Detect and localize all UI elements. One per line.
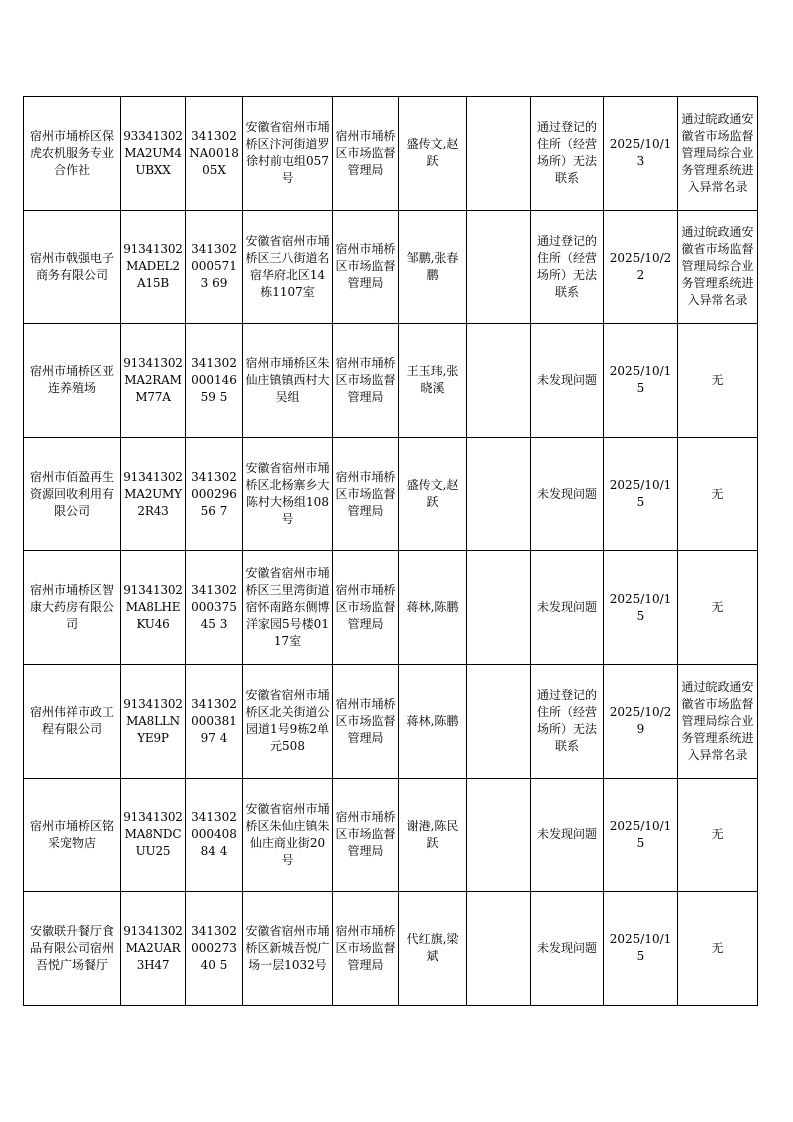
table-row (24, 551, 758, 665)
address-cell: 安徽省宿州市埇桥区新城吾悦广场一层1032号 (243, 892, 333, 1006)
inspection-date-cell: 2025/10/13 (604, 97, 678, 211)
empty-cell (467, 551, 531, 665)
table-row (24, 892, 758, 1006)
authority-cell: 宿州市埇桥区市场监督管理局 (333, 551, 399, 665)
inspection-date-cell: 2025/10/15 (604, 892, 678, 1006)
handling-cell: 通过皖政通安徽省市场监督管理局综合业务管理系统进入异常名录 (678, 664, 758, 778)
authority-cell: 宿州市埇桥区市场监督管理局 (333, 324, 399, 438)
inspection-result-cell: 未发现问题 (531, 437, 604, 551)
authority-cell: 宿州市埇桥区市场监督管理局 (333, 97, 399, 211)
empty-cell (467, 664, 531, 778)
company-name-cell: 安徽联升餐厅食品有限公司宿州吾悦广场餐厅 (24, 892, 121, 1006)
inspection-date-cell: 2025/10/15 (604, 324, 678, 438)
inspectors-cell: 蒋林,陈鹏 (399, 664, 467, 778)
empty-cell (467, 324, 531, 438)
company-name-cell: 宿州伟祥市政工程有限公司 (24, 664, 121, 778)
inspection-date-cell: 2025/10/15 (604, 778, 678, 892)
inspection-result-cell: 未发现问题 (531, 551, 604, 665)
credit-code-cell: 91341302MA2UMY2R43 (121, 437, 186, 551)
authority-cell: 宿州市埇桥区市场监督管理局 (333, 437, 399, 551)
credit-code-cell: 91341302MA2RAMM77A (121, 324, 186, 438)
empty-cell (467, 892, 531, 1006)
inspectors-cell: 代红旗,梁斌 (399, 892, 467, 1006)
registration-number-cell: 34130200040884 4 (186, 778, 243, 892)
handling-cell: 通过皖政通安徽省市场监督管理局综合业务管理系统进入异常名录 (678, 97, 758, 211)
inspection-result-cell: 通过登记的住所（经营场所）无法联系 (531, 664, 604, 778)
address-cell: 安徽省宿州市埇桥区北关街道公园道1号9栋2单元508 (243, 664, 333, 778)
inspectors-cell: 谢港,陈民跃 (399, 778, 467, 892)
table-row (24, 778, 758, 892)
table-row (24, 97, 758, 211)
credit-code-cell: 91341302MADEL2A15B (121, 210, 186, 324)
company-name-cell: 宿州市埇桥区保虎农机服务专业合作社 (24, 97, 121, 211)
address-cell: 安徽省宿州市埇桥区三八街道名宿华府北区14栋1107室 (243, 210, 333, 324)
inspection-date-cell: 2025/10/15 (604, 437, 678, 551)
table-body (24, 97, 758, 1006)
handling-cell: 无 (678, 324, 758, 438)
inspection-result-cell: 未发现问题 (531, 324, 604, 438)
company-name-cell: 宿州市佰盈再生资源回收利用有限公司 (24, 437, 121, 551)
inspection-result-cell: 通过登记的住所（经营场所）无法联系 (531, 210, 604, 324)
authority-cell: 宿州市埇桥区市场监督管理局 (333, 210, 399, 324)
registration-number-cell: 34130200037545 3 (186, 551, 243, 665)
registration-number-cell: 34130200027340 5 (186, 892, 243, 1006)
handling-cell: 通过皖政通安徽省市场监督管理局综合业务管理系统进入异常名录 (678, 210, 758, 324)
credit-code-cell: 91341302MA2UAR3H47 (121, 892, 186, 1006)
credit-code-cell: 93341302MA2UM4UBXX (121, 97, 186, 211)
authority-cell: 宿州市埇桥区市场监督管理局 (333, 778, 399, 892)
company-name-cell: 宿州市戟强电子商务有限公司 (24, 210, 121, 324)
table-row (24, 437, 758, 551)
authority-cell: 宿州市埇桥区市场监督管理局 (333, 664, 399, 778)
address-cell: 安徽省宿州市埇桥区三里湾街道宿怀南路东侧博洋家园5号楼0117室 (243, 551, 333, 665)
company-name-cell: 宿州市埇桥区智康大药房有限公司 (24, 551, 121, 665)
table-row (24, 664, 758, 778)
credit-code-cell: 91341302MA8LLNYE9P (121, 664, 186, 778)
inspectors-cell: 蒋林,陈鹏 (399, 551, 467, 665)
company-name-cell: 宿州市埇桥区亚连养殖场 (24, 324, 121, 438)
table-row (24, 324, 758, 438)
table-row (24, 210, 758, 324)
handling-cell: 无 (678, 437, 758, 551)
inspection-result-cell: 未发现问题 (531, 778, 604, 892)
inspection-date-cell: 2025/10/22 (604, 210, 678, 324)
credit-code-cell: 91341302MA8LHEKU46 (121, 551, 186, 665)
registration-number-cell: 34130200014659 5 (186, 324, 243, 438)
registration-number-cell: 34130200038197 4 (186, 664, 243, 778)
inspectors-cell: 邹鹏,张春鹏 (399, 210, 467, 324)
inspection-records-table (23, 96, 758, 1006)
inspection-date-cell: 2025/10/29 (604, 664, 678, 778)
inspectors-cell: 盛传文,赵跃 (399, 437, 467, 551)
inspectors-cell: 盛传文,赵跃 (399, 97, 467, 211)
empty-cell (467, 97, 531, 211)
empty-cell (467, 778, 531, 892)
handling-cell: 无 (678, 551, 758, 665)
address-cell: 安徽省宿州市埇桥区朱仙庄镇朱仙庄商业街20号 (243, 778, 333, 892)
registration-number-cell: 3413020005713 69 (186, 210, 243, 324)
inspection-date-cell: 2025/10/15 (604, 551, 678, 665)
empty-cell (467, 437, 531, 551)
inspection-result-cell: 未发现问题 (531, 892, 604, 1006)
inspection-result-cell: 通过登记的住所（经营场所）无法联系 (531, 97, 604, 211)
address-cell: 安徽省宿州市埇桥区汴河街道罗徐村前屯组057号 (243, 97, 333, 211)
handling-cell: 无 (678, 778, 758, 892)
address-cell: 安徽省宿州市埇桥区北杨寨乡大陈村大杨组108号 (243, 437, 333, 551)
registration-number-cell: 34130200029656 7 (186, 437, 243, 551)
authority-cell: 宿州市埇桥区市场监督管理局 (333, 892, 399, 1006)
credit-code-cell: 91341302MA8NDCUU25 (121, 778, 186, 892)
company-name-cell: 宿州市埇桥区铭采宠物店 (24, 778, 121, 892)
address-cell: 宿州市埇桥区朱仙庄镇镇西村大吴组 (243, 324, 333, 438)
handling-cell: 无 (678, 892, 758, 1006)
inspectors-cell: 王玉玮,张晓溪 (399, 324, 467, 438)
empty-cell (467, 210, 531, 324)
registration-number-cell: 341302NA001805X (186, 97, 243, 211)
